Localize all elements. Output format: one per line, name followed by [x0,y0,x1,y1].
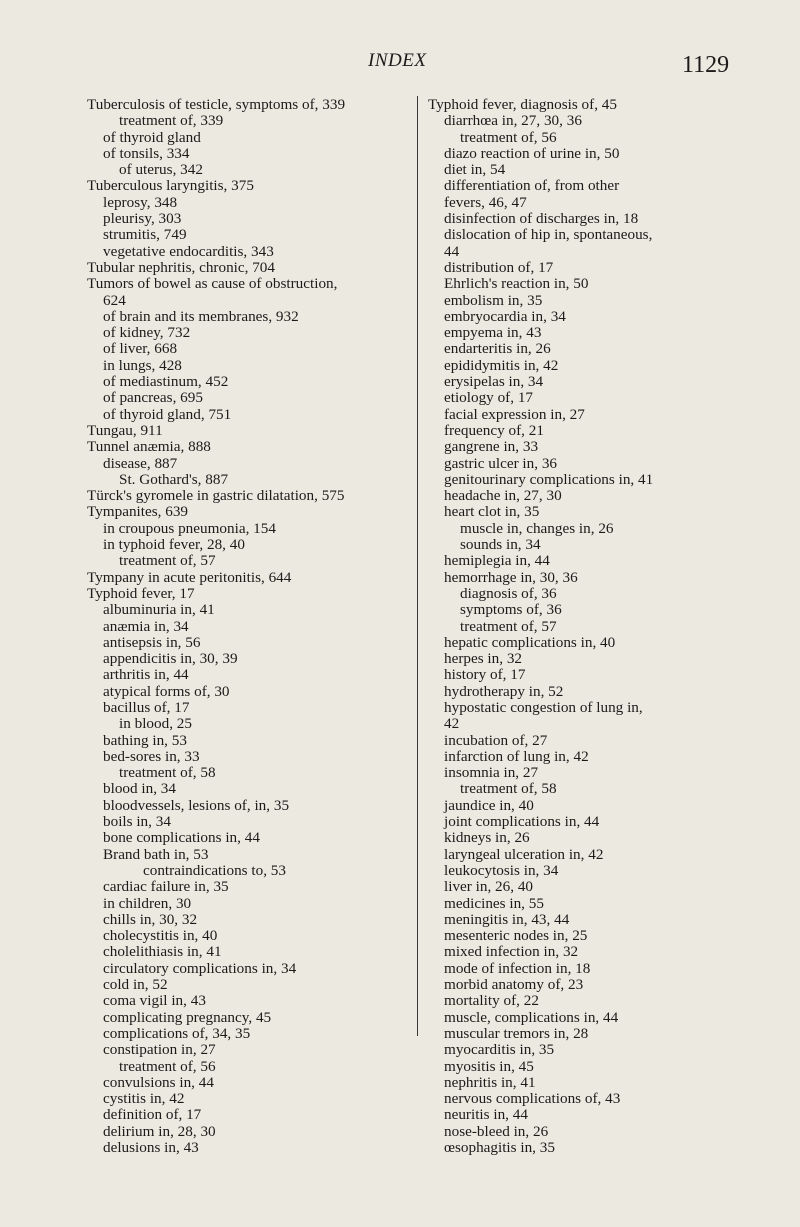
index-entry: St. Gothard's, 887 [119,470,229,488]
index-entry: in typhoid fever, 28, 40 [103,536,245,554]
index-entry: contraindications to, 53 [143,861,286,879]
index-entry: myositis in, 45 [444,1057,534,1075]
index-entry: disinfection of discharges in, 18 [444,210,639,228]
index-entry: history of, 17 [444,666,526,684]
index-entry: muscle in, changes in, 26 [460,519,614,537]
index-entry: liver in, 26, 40 [444,878,534,896]
index-entry: Ehrlich's reaction in, 50 [444,275,589,293]
index-entry: appendicitis in, 30, 39 [103,650,238,668]
index-entry: boils in, 34 [103,813,171,831]
index-entry: of uterus, 342 [119,161,203,179]
index-entry: mesenteric nodes in, 25 [444,927,588,945]
index-entry: blood in, 34 [103,780,176,798]
index-entry: diazo reaction of urine in, 50 [444,144,620,162]
index-entry: bacillus of, 17 [103,698,190,716]
index-entry: embolism in, 35 [444,291,543,309]
index-column-left [87,97,432,1156]
index-entry: dislocation of hip in, spontaneous, [444,226,653,244]
index-entry: cholecystitis in, 40 [103,927,218,945]
index-entry: Tuberculous laryngitis, 375 [87,177,254,195]
index-entry: mortality of, 22 [444,992,539,1010]
index-entry: genitourinary complications in, 41 [444,470,654,488]
index-entry: diagnosis of, 36 [460,584,557,602]
index-entry: headache in, 27, 30 [444,487,562,505]
index-entry: treatment of, 57 [460,617,557,635]
index-entry: hydrotherapy in, 52 [444,682,564,700]
index-entry: bed-sores in, 33 [103,747,200,765]
index-entry: Typhoid fever, diagnosis of, 45 [428,96,617,113]
index-entry: delirium in, 28, 30 [103,1122,216,1140]
index-entry: arthritis in, 44 [103,666,189,684]
index-entry: coma vigil in, 43 [103,992,206,1010]
index-entry: cystitis in, 42 [103,1090,185,1108]
column-divider [417,96,418,1036]
index-entry: complications of, 34, 35 [103,1024,251,1042]
index-entry: definition of, 17 [103,1106,202,1124]
index-entry: distribution of, 17 [444,258,554,276]
index-entry: laryngeal ulceration in, 42 [444,845,604,863]
index-entry: endarteritis in, 26 [444,340,551,358]
index-entry: atypical forms of, 30 [103,682,230,700]
index-entry: Tumors of bowel as cause of obstruction, [87,275,338,293]
index-entry: epididymitis in, 42 [444,356,559,374]
index-entry: incubation of, 27 [444,731,548,749]
index-entry: leukocytosis in, 34 [444,861,559,879]
index-entry: nervous complications of, 43 [444,1090,621,1108]
index-entry: cholelithiasis in, 41 [103,943,222,961]
index-entry: etiology of, 17 [444,389,534,407]
index-entry: Tympany in acute peritonitis, 644 [87,568,292,586]
index-entry: antisepsis in, 56 [103,633,201,651]
index-entry: of liver, 668 [103,340,178,358]
index-entry: joint complications in, 44 [444,813,600,831]
index-entry: mode of infection in, 18 [444,959,591,977]
index-entry: disease, 887 [103,454,178,472]
index-entry: empyema in, 43 [444,324,542,342]
index-entry: mixed infection in, 32 [444,943,579,961]
index-entry: treatment of, 58 [119,764,216,782]
index-entry: differentiation of, from other [444,177,620,195]
index-entry: Tungau, 911 [87,421,163,439]
index-entry: cardiac failure in, 35 [103,878,229,896]
index-entry: Tubular nephritis, chronic, 704 [87,258,275,276]
index-entry: in lungs, 428 [103,356,182,374]
index-entry: in croupous pneumonia, 154 [103,519,276,537]
index-entry: Typhoid fever, 17 [87,584,195,602]
index-entry: nose-bleed in, 26 [444,1122,549,1140]
index-entry: insomnia in, 27 [444,764,539,782]
index-entry: medicines in, 55 [444,894,544,912]
index-entry: in children, 30 [103,894,192,912]
index-entry: of pancreas, 695 [103,389,203,407]
index-entry: vegetative endocarditis, 343 [103,242,274,260]
index-entry: kidneys in, 26 [444,829,530,847]
index-entry: morbid anatomy of, 23 [444,976,584,994]
index-entry: anæmia in, 34 [103,617,189,635]
index-entry: Türck's gyromele in gastric dilatation, 575 [87,487,345,505]
index-entry: neuritis in, 44 [444,1106,528,1124]
index-entry: of brain and its membranes, 932 [103,307,299,325]
index-entry: symptoms of, 36 [460,601,562,619]
index-entry: Brand bath in, 53 [103,845,209,863]
index-entry: convulsions in, 44 [103,1073,214,1091]
index-entry: chills in, 30, 32 [103,910,198,928]
index-entry: diet in, 54 [444,161,506,179]
index-entry: bone complications in, 44 [103,829,260,847]
index-entry: treatment of, 56 [460,128,557,146]
index-entry: frequency of, 21 [444,421,544,439]
index-entry: complicating pregnancy, 45 [103,1008,272,1026]
index-entry: heart clot in, 35 [444,503,540,521]
index-entry: bathing in, 53 [103,731,187,749]
index-entry: infarction of lung in, 42 [444,747,589,765]
index-entry: constipation in, 27 [103,1041,216,1059]
index-entry: of thyroid gland, 751 [103,405,232,423]
index-entry: treatment of, 56 [119,1057,216,1075]
index-entry: 624 [103,291,126,309]
index-entry: gangrene in, 33 [444,438,539,456]
index-entry: in blood, 25 [119,715,192,733]
index-entry: fevers, 46, 47 [444,193,527,211]
running-header-title: INDEX [368,50,427,71]
index-entry: treatment of, 57 [119,552,216,570]
index-entry: diarrhœa in, 27, 30, 36 [444,112,582,130]
index-entry: sounds in, 34 [460,536,541,554]
index-entry: cold in, 52 [103,976,168,994]
index-column-right [428,97,773,1156]
index-entry: leprosy, 348 [103,193,178,211]
index-entry: gastric ulcer in, 36 [444,454,558,472]
index-entry: treatment of, 339 [119,112,224,130]
index-entry: delusions in, 43 [103,1139,199,1156]
index-entry: 44 [444,242,460,260]
index-entry: meningitis in, 43, 44 [444,910,570,928]
index-entry: albuminuria in, 41 [103,601,215,619]
index-entry: jaundice in, 40 [444,796,534,814]
index-entry: muscular tremors in, 28 [444,1024,589,1042]
index-entry: Tunnel anæmia, 888 [87,438,211,456]
index-entry: erysipelas in, 34 [444,373,544,391]
index-entry: facial expression in, 27 [444,405,585,423]
index-entry: pleurisy, 303 [103,210,182,228]
index-entry: Tympanites, 639 [87,503,189,521]
index-entry: of thyroid gland [103,128,201,146]
page-number: 1129 [682,52,730,78]
index-entry: myocarditis in, 35 [444,1041,555,1059]
index-entry: circulatory complications in, 34 [103,959,297,977]
index-entry: nephritis in, 41 [444,1073,536,1091]
index-entry: of kidney, 732 [103,324,191,342]
index-entry: of tonsils, 334 [103,144,190,162]
index-entry: 42 [444,715,460,733]
index-entry: hemiplegia in, 44 [444,552,550,570]
index-entry: strumitis, 749 [103,226,187,244]
index-entry: bloodvessels, lesions of, in, 35 [103,796,290,814]
index-entry: herpes in, 32 [444,650,523,668]
index-entry: hepatic complications in, 40 [444,633,616,651]
index-entry: Tuberculosis of testicle, symptoms of, 339 [87,96,346,113]
index-entry: œsophagitis in, 35 [444,1139,555,1156]
index-entry: treatment of, 58 [460,780,557,798]
index-entry: muscle, complications in, 44 [444,1008,619,1026]
index-entry: embryocardia in, 34 [444,307,566,325]
index-entry: of mediastinum, 452 [103,373,229,391]
index-entry: hemorrhage in, 30, 36 [444,568,578,586]
index-entry: hypostatic congestion of lung in, [444,698,643,716]
